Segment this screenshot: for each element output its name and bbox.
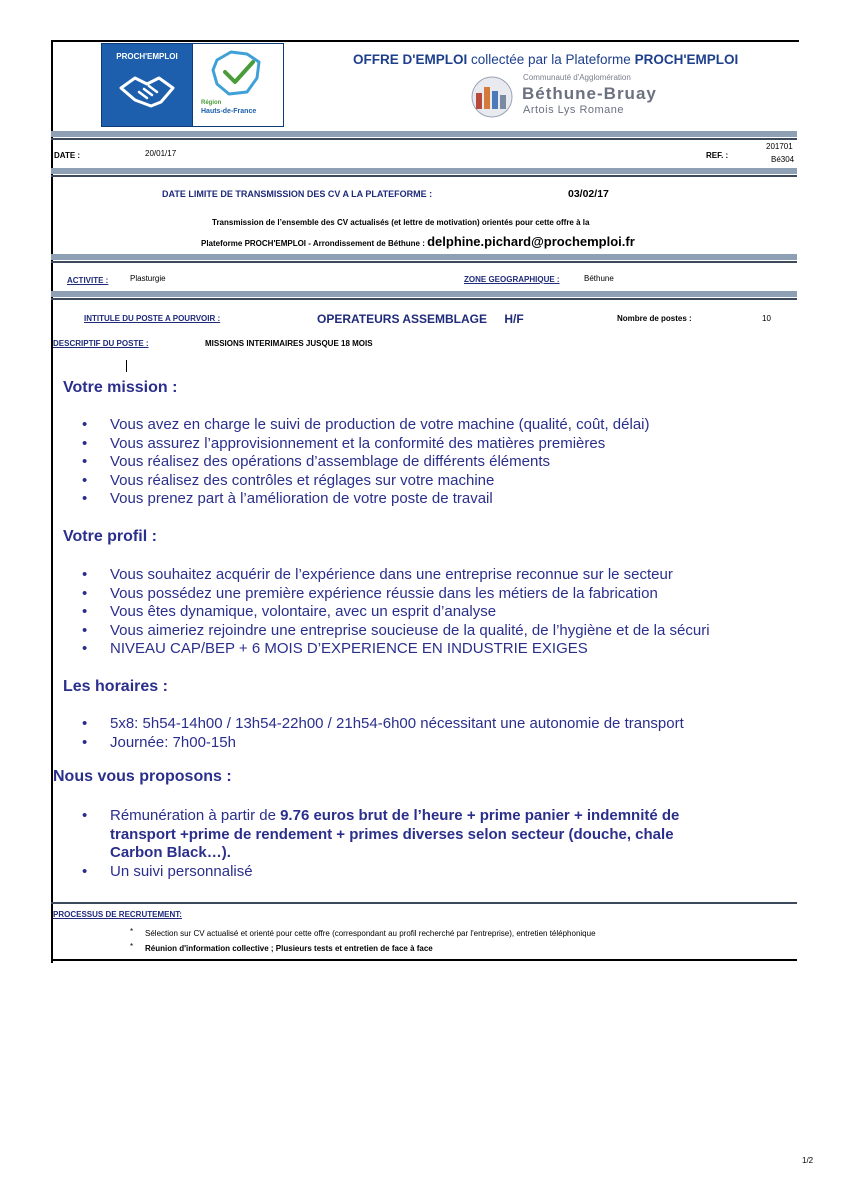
list-item: • Vous êtes dynamique, volontaire, avec un esprit d’analyse <box>82 603 497 620</box>
rule-1 <box>51 131 797 137</box>
region-logo-line1: Région <box>201 100 222 106</box>
deadline-value: 03/02/17 <box>568 188 609 200</box>
handshake-icon <box>117 70 177 110</box>
list-item: • Un suivi personnalisé <box>82 862 253 880</box>
process-line2: Réunion d'information collective ; Plusieurs tests et entretien de face à face <box>145 944 433 953</box>
list-item-continuation: transport +prime de rendement + primes diverses selon secteur (douche, chale <box>110 825 674 843</box>
rule-4 <box>51 175 797 177</box>
bullet-icon: • <box>82 603 88 620</box>
title-middle: collectée par la Plateforme <box>467 52 635 67</box>
bullet-icon: • <box>82 471 88 489</box>
list-item: • Vous avez en charge le suivi de production de votre machine (qualité, coût, délai) <box>82 416 650 433</box>
bullet-icon: • <box>82 416 88 433</box>
region-logo-line2: Hauts-de-France <box>201 108 257 115</box>
horaires-heading: Les horaires : <box>63 678 168 695</box>
transmission-line2 <box>201 233 635 251</box>
bullet-icon: • <box>82 715 88 732</box>
post-count-value: 10 <box>762 314 771 323</box>
list-item: • Vous aimeriez rejoindre une entreprise soucieuse de la qualité, de l’hygiène et de la sécuri <box>82 621 710 639</box>
list-item: • Vous possédez une première expérience réussie dans les métiers de la fabrication <box>82 584 658 602</box>
process-bullet-1: * <box>130 927 134 936</box>
post-title <box>317 312 524 326</box>
zone-value: Béthune <box>584 274 614 283</box>
prochemploi-logo <box>101 43 193 127</box>
agglomeration-logo-icon <box>468 75 516 119</box>
ref-line2: Bé304 <box>771 155 795 164</box>
region-logo <box>192 43 284 127</box>
activity-label: ACTIVITE : <box>67 276 109 285</box>
transmission-prefix: Plateforme PROCH'EMPLOI - Arrondissement de Béthune : <box>201 239 428 248</box>
rule-6 <box>51 261 797 263</box>
text-cursor <box>126 360 127 372</box>
bullet-icon: • <box>82 566 88 583</box>
post-gender: H/F <box>504 312 524 326</box>
rule-3 <box>51 168 797 174</box>
description-value: MISSIONS INTERIMAIRES JUSQUE 18 MOIS <box>205 339 373 348</box>
horaires-list <box>82 715 684 752</box>
bullet-icon: • <box>82 862 88 880</box>
bullet-icon: • <box>82 490 88 507</box>
bullet-icon: • <box>82 621 88 639</box>
bullet-icon: • <box>82 584 88 602</box>
propose-list <box>82 807 798 881</box>
agglomeration-small: Communauté d'Agglomération <box>523 73 631 82</box>
date-value: 20/01/17 <box>145 149 177 158</box>
bullet-icon: • <box>82 453 88 470</box>
post-count-label: Nombre de postes : <box>617 314 692 323</box>
deadline-label: DATE LIMITE DE TRANSMISSION DES CV A LA PLATEFORME : <box>162 189 433 199</box>
bullet-icon: • <box>82 434 88 452</box>
agglomeration-name: Béthune-Bruay <box>522 84 657 103</box>
page-title <box>353 52 738 67</box>
rule-5 <box>51 254 797 260</box>
list-item: • Vous réalisez des contrôles et réglages sur votre machine <box>82 471 495 489</box>
france-map-check-icon <box>207 48 269 98</box>
process-label: PROCESSUS DE RECRUTEMENT: <box>53 910 182 919</box>
list-item-continuation: Carbon Black…). <box>110 844 231 861</box>
profil-heading: Votre profil : <box>63 528 157 545</box>
list-item: • Vous réalisez des opérations d’assemblage de différents éléments <box>82 453 550 470</box>
profil-list <box>82 566 798 659</box>
process-bullet-2: * <box>130 942 134 951</box>
bullet-icon: • <box>82 807 88 824</box>
description-label: DESCRIPTIF DU POSTE : <box>53 339 149 348</box>
ref-label: REF. : <box>706 151 729 160</box>
list-item: • Journée: 7h00-15h <box>82 733 236 751</box>
bullet-icon: • <box>82 733 88 751</box>
contact-email[interactable]: delphine.pichard@prochemploi.fr <box>427 234 635 249</box>
prochemploi-logo-text: PROCH'EMPLOI <box>116 52 178 61</box>
rule-7 <box>51 291 797 297</box>
bullet-icon: • <box>82 640 88 657</box>
mission-heading: Votre mission : <box>63 379 178 396</box>
list-item: • Vous assurez l’approvisionnement et la conformité des matières premières <box>82 434 606 452</box>
list-item: • NIVEAU CAP/BEP + 6 MOIS D’EXPERIENCE EN INDUSTRIE EXIGES <box>82 640 588 657</box>
list-item: • Vous souhaitez acquérir de l’expérience dans une entreprise reconnue sur le secteur <box>82 566 673 583</box>
rule-9 <box>51 902 797 904</box>
agglomeration-sub: Artois Lys Romane <box>523 104 625 116</box>
date-label: DATE : <box>54 151 81 160</box>
transmission-line1: Transmission de l’ensemble des CV actualisés (et lettre de motivation) orientés pour cette offre à la <box>212 218 590 227</box>
propose-heading: Nous vous proposons : <box>53 768 232 785</box>
title-prochemploi: PROCH'EMPLOI <box>634 52 739 67</box>
post-label: INTITULE DU POSTE A POURVOIR : <box>84 314 221 323</box>
rule-10 <box>51 959 797 961</box>
post-title-text: OPERATEURS ASSEMBLAGE <box>317 312 488 326</box>
rule-8 <box>51 298 797 300</box>
list-item: • 5x8: 5h54-14h00 / 13h54-22h00 / 21h54-6h00 nécessitant une autonomie de transport <box>82 715 684 732</box>
rule-2 <box>51 138 797 140</box>
ref-line1: 201701 <box>766 142 793 151</box>
title-offre: OFFRE D'EMPLOI <box>353 52 468 67</box>
list-item: • Rémunération à partir de 9.76 euros brut de l’heure + prime panier + indemnité de <box>82 807 680 824</box>
zone-label: ZONE GEOGRAPHIQUE : <box>464 275 560 284</box>
list-item: • Vous prenez part à l’amélioration de votre poste de travail <box>82 490 493 507</box>
mission-list <box>82 416 650 509</box>
page-number: 1/2 <box>802 1156 814 1165</box>
activity-value: Plasturgie <box>130 274 166 283</box>
process-line1: Sélection sur CV actualisé et orienté pour cette offre (correspondant au profil recherché par l'entreprise), entretien téléphonique <box>145 929 596 938</box>
